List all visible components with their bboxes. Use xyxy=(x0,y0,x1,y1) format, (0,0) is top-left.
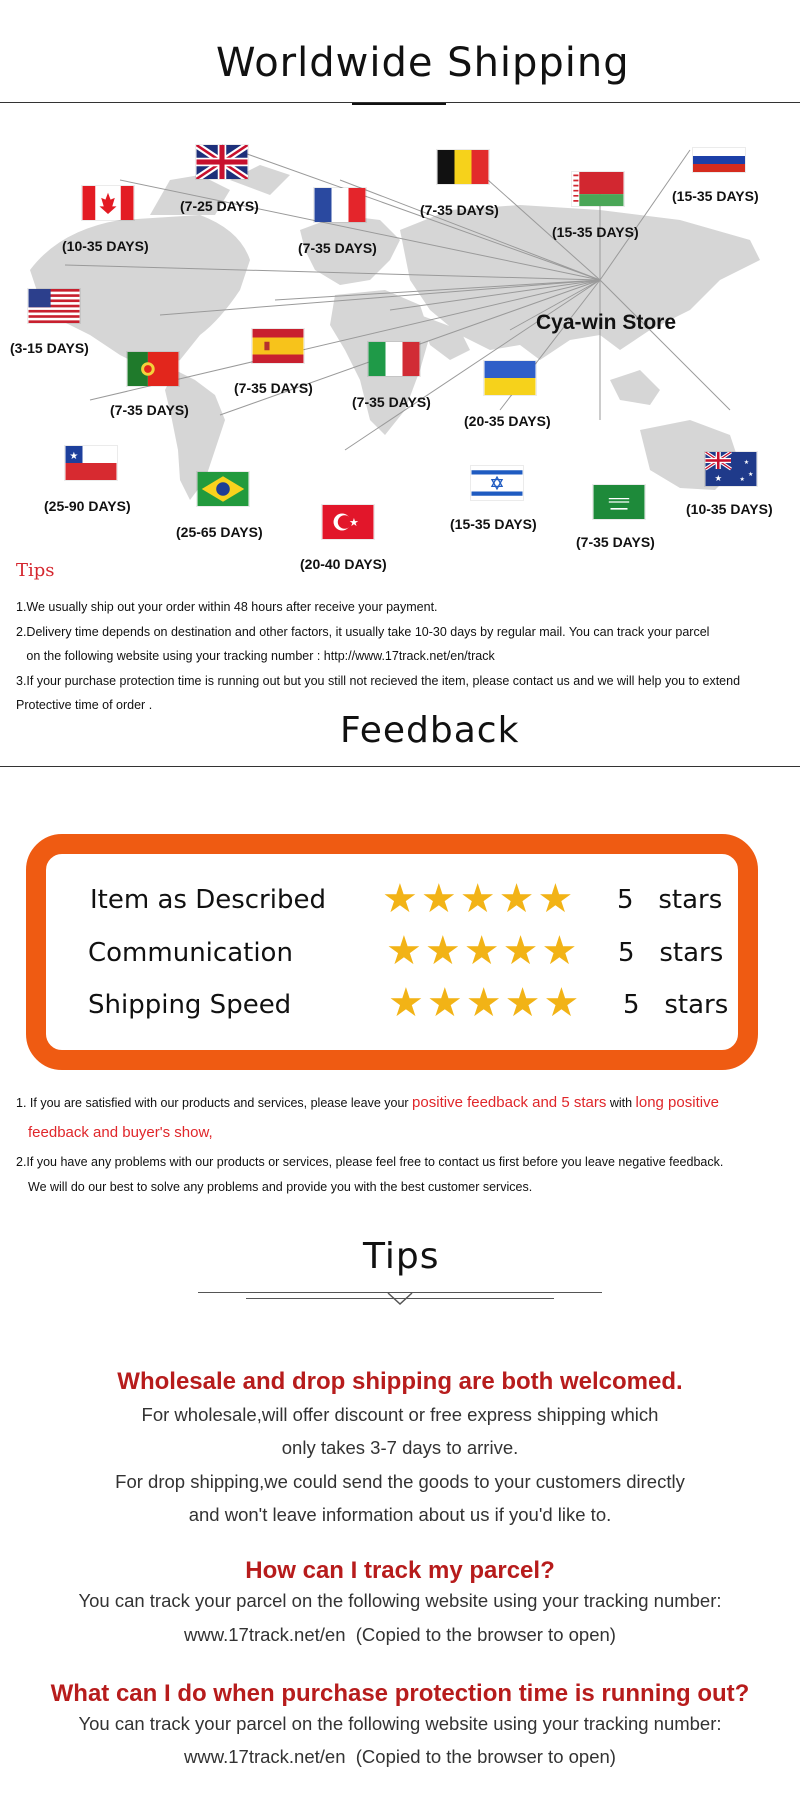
tips-section-title: Tips xyxy=(363,1236,440,1277)
rating-label-communication: Communication xyxy=(88,938,293,968)
stars-described xyxy=(382,879,573,919)
uk-days: (7-25 DAYS) xyxy=(180,198,259,214)
australia-flag-icon xyxy=(705,452,757,486)
protection-heading: What can I do when purchase protection time is running out? xyxy=(50,1680,750,1707)
chile-days: (25-90 DAYS) xyxy=(44,498,131,514)
tip-line-2: 2.Delivery time depends on destination and other factors, it usually take 10-30 days by regular mail. You can track your parcel xyxy=(16,625,710,639)
canada-flag-icon xyxy=(82,186,134,220)
star-icon: ★ xyxy=(498,877,535,921)
note1-text: 1. If you are satisfied with our products and services, please leave your xyxy=(16,1096,413,1110)
israel-days: (15-35 DAYS) xyxy=(450,516,537,532)
feedback-title: Feedback xyxy=(340,710,520,751)
rating-label-described: Item as Described xyxy=(90,885,326,915)
italy-days: (7-35 DAYS) xyxy=(352,394,431,410)
russia-days: (15-35 DAYS) xyxy=(672,188,759,204)
star-icon: ★ xyxy=(459,877,496,921)
saudi-days: (7-35 DAYS) xyxy=(576,534,655,550)
star-icon: ★ xyxy=(537,877,574,921)
italy-flag-icon xyxy=(368,342,420,376)
feedback-note-2: 2.If you have any problems with our products or services, please feel free to contact us first before you leave negative feedback. xyxy=(16,1155,724,1169)
note1-highlight-2: long positive xyxy=(635,1094,719,1111)
tip-line-5: Protective time of order . xyxy=(16,698,153,712)
wholesale-heading: Wholesale and drop shipping are both welcomed. xyxy=(117,1368,683,1395)
note1-text-2: with xyxy=(606,1096,636,1110)
track-line-1: You can track your parcel on the following website using your tracking number: xyxy=(78,1590,722,1611)
turkey-days: (20-40 DAYS) xyxy=(300,556,387,572)
france-days: (7-35 DAYS) xyxy=(298,240,377,256)
rating-label-shipping: Shipping Speed xyxy=(88,990,292,1020)
worldwide-shipping-title: Worldwide Shipping xyxy=(216,40,630,86)
chevron-down-icon xyxy=(386,1292,414,1306)
star-icon: ★ xyxy=(543,981,580,1025)
rating-value-communication: 5 stars xyxy=(618,938,724,968)
chile-flag-icon xyxy=(65,446,117,480)
wholesale-line-4: and won't leave information about us if you'd like to. xyxy=(188,1504,612,1525)
spain-flag-icon xyxy=(252,329,304,363)
star-icon: ★ xyxy=(541,929,578,973)
belgium-flag-icon xyxy=(437,150,489,184)
note1-highlight-3: feedback and buyer's show, xyxy=(28,1124,213,1141)
star-icon: ★ xyxy=(504,981,541,1025)
ukraine-days: (20-35 DAYS) xyxy=(464,413,551,429)
feedback-divider xyxy=(0,766,800,767)
tip-line-3: on the following website using your tracking number : http://www.17track.net/en/track xyxy=(16,649,495,663)
title-underline xyxy=(352,103,446,105)
track-line-2: www.17track.net/en (Copied to the browser to open) xyxy=(184,1624,616,1645)
ukraine-flag-icon xyxy=(484,361,536,395)
tips-heading: Tips xyxy=(16,560,55,581)
rating-value-shipping: 5 stars xyxy=(623,990,729,1020)
spain-days: (7-35 DAYS) xyxy=(234,380,313,396)
uk-flag-icon xyxy=(196,145,248,179)
rating-value-described: 5 stars xyxy=(617,885,723,915)
svg-text:★: ★ xyxy=(739,476,745,483)
star-icon: ★ xyxy=(502,929,539,973)
svg-text:★: ★ xyxy=(748,471,754,478)
feedback-note-1b xyxy=(28,1124,213,1141)
protection-line-2: www.17track.net/en (Copied to the browser to open) xyxy=(184,1746,616,1767)
wholesale-line-2: only takes 3-7 days to arrive. xyxy=(281,1437,519,1458)
stars-shipping xyxy=(388,983,579,1023)
svg-text:★: ★ xyxy=(743,459,750,466)
note1-highlight: positive feedback and 5 stars xyxy=(412,1094,607,1111)
brazil-days: (25-65 DAYS) xyxy=(176,524,263,540)
tip-line-1: 1.We usually ship out your order within 48 hours after receive your payment. xyxy=(16,600,438,614)
usa-flag-icon xyxy=(28,289,80,323)
belarus-days: (15-35 DAYS) xyxy=(552,224,639,240)
portugal-flag-icon xyxy=(127,352,179,386)
svg-text:★: ★ xyxy=(348,517,359,530)
star-icon: ★ xyxy=(388,981,424,1025)
canada-days: (10-35 DAYS) xyxy=(62,238,149,254)
wholesale-line-3: For drop shipping,we could send the goods to your customers directly xyxy=(115,1471,685,1492)
svg-text:★: ★ xyxy=(69,450,79,462)
star-icon: ★ xyxy=(420,877,457,921)
star-icon: ★ xyxy=(426,981,463,1025)
star-icon: ★ xyxy=(386,929,422,973)
protection-line-1: You can track your parcel on the following website using your tracking number: xyxy=(78,1713,722,1734)
russia-flag-icon xyxy=(693,148,745,172)
usa-days: (3-15 DAYS) xyxy=(10,340,89,356)
star-icon: ★ xyxy=(382,877,418,921)
store-label: Cya-win Store xyxy=(536,311,677,334)
svg-text:★: ★ xyxy=(714,472,723,483)
israel-flag-icon xyxy=(471,466,523,500)
track-heading: How can I track my parcel? xyxy=(245,1557,555,1584)
wholesale-line-1: For wholesale,will offer discount or free express shipping which xyxy=(141,1404,659,1425)
star-icon: ★ xyxy=(424,929,461,973)
star-icon: ★ xyxy=(463,929,500,973)
saudi-flag-icon xyxy=(593,485,645,519)
stars-communication xyxy=(386,931,577,971)
belgium-days: (7-35 DAYS) xyxy=(420,202,499,218)
feedback-note-1 xyxy=(16,1094,719,1111)
australia-days: (10-35 DAYS) xyxy=(686,501,773,517)
brazil-flag-icon xyxy=(197,472,249,506)
france-flag-icon xyxy=(314,188,366,222)
feedback-note-2b: We will do our best to solve any problems and provide you with the best customer services. xyxy=(28,1180,533,1194)
star-icon: ★ xyxy=(465,981,502,1025)
tip-line-4: 3.If your purchase protection time is running out but you still not recieved the item, please contact us and we will help you to extend xyxy=(16,674,741,688)
portugal-days: (7-35 DAYS) xyxy=(110,402,189,418)
turkey-flag-icon xyxy=(322,505,374,539)
belarus-flag-icon xyxy=(572,172,624,206)
